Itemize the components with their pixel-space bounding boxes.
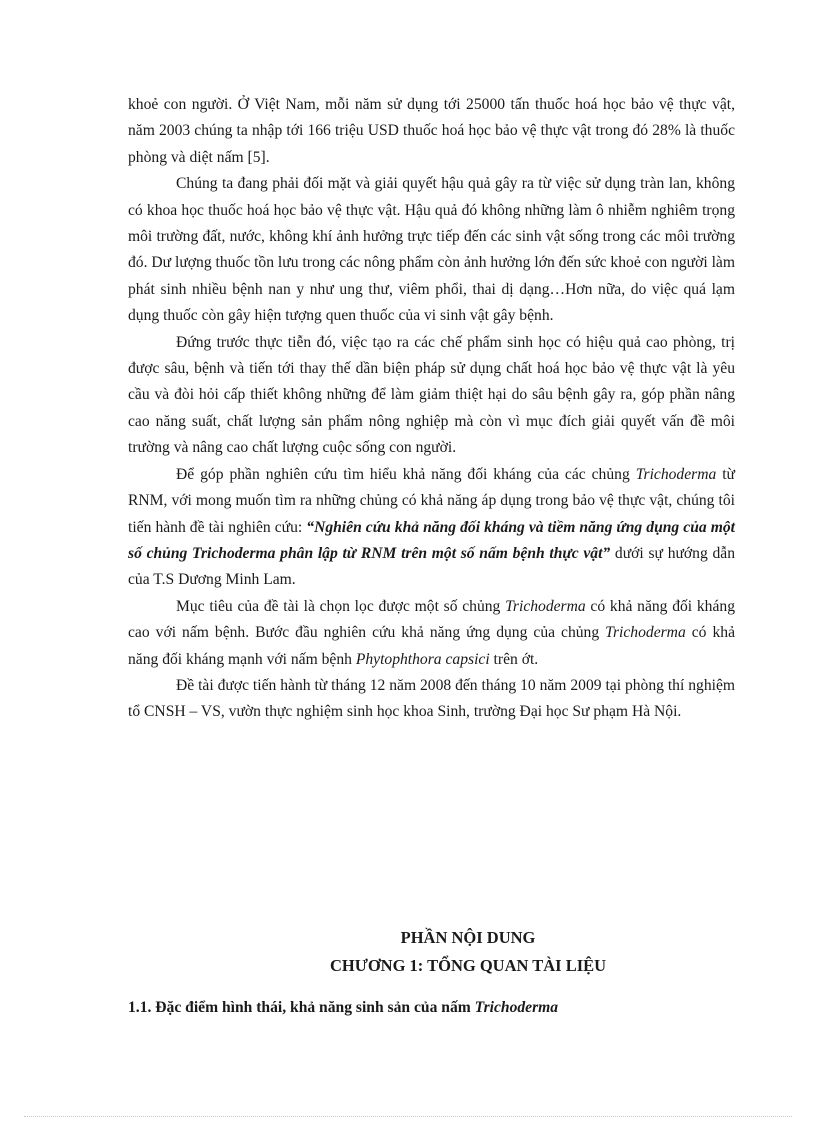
paragraph-5-text-g: trên ớt. [489,650,539,668]
genus-name: Trichoderma [605,624,686,642]
paragraph-4-text-a: Để góp phần nghiên cứu tìm hiểu khả năng đối kháng của các chủng [176,465,636,483]
paragraph-4-text-e: dưới sự hướng dẫn của T.S Dương Minh Lam. [128,544,735,589]
thesis-title: “Nghiên cứu khả năng đối kháng và tiềm năng ứng dụng của một số chủng Trichoderma phân lập từ RNM trên một số nấm bệnh thực vật” [128,518,735,562]
paragraph-5-text-e: có khả năng đối kháng mạnh với nấm bệnh [128,624,736,668]
paragraph-1: khoẻ con người. Ở Việt Nam, mỗi năm sử dụng tới 25000 tấn thuốc hoá học bảo vệ thực vật, năm 2003 chúng ta nhập tới 166 triệu USD thuốc hoá học bảo vệ thực vật trong đó 28% là thuốc phòng và diệt nấm [5]. [128,96,735,166]
paragraph-2: Chúng ta đang phải đối mặt và giải quyết hậu quả gây ra từ việc sử dụng tràn lan, không có khoa học thuốc hoá học bảo vệ thực vật. Hậu quả đó không những làm ô nhiễm nghiêm trọng môi trường đất, nước, không khí ảnh hưởng trực tiếp đến các sinh vật sống trong các môi trường đó. Dư lượng thuốc tồn lưu trong các nông phẩm còn ảnh hưởng lớn đến sức khoẻ con người làm phát sinh nhiều bệnh nan y như ung thư, viêm phổi, thai dị dạng…Hơn nữa, do việc quá lạm dụng thuốc còn gây hiện tượng quen thuốc của vi sinh vật gây bệnh. [128,175,735,325]
genus-name: Trichoderma [505,597,586,615]
section-heading-text: 1.1. Đặc điểm hình thái, khả năng sinh sản của nấm [128,999,475,1016]
paragraph-3: Đứng trước thực tiễn đó, việc tạo ra các chế phẩm sinh học có hiệu quả cao phòng, trị được sâu, bệnh và tiến tới thay thế dần biện pháp sử dụng chất hoá học bảo vệ thực vật là yêu cầu và đòi hỏi cấp thiết không những để làm giảm thiệt hại do sâu bệnh gây ra, góp phần nâng cao năng suất, chất lượng sản phẩm nông nghiệp mà còn vì mục đích giải quyết vấn đề môi trường và nâng cao chất lượng cuộc sống con người. [128,333,735,457]
paragraph-5 [128,594,735,673]
paragraph-5-text-a: Mục tiêu của đề tài là chọn lọc được một số chủng [176,597,506,615]
part-heading: PHẦN NỘI DUNG [400,928,536,947]
paragraph-5-text-c: có khả năng đối kháng cao với nấm bệnh. Bước đầu nghiên cứu khả năng ứng dụng của chủng [128,597,735,642]
paragraph-4-text-c: từ RNM, với mong muốn tìm ra những chủng có khả năng áp dụng trong bảo vệ thực vật, chúng tôi tiến hành đề tài nghiên cứu: [128,465,735,536]
body-text [128,92,735,726]
pathogen-name: Phytophthora capsici [355,650,490,668]
section-heading [128,995,748,1021]
paragraph-4 [128,462,735,594]
page-bottom-divider [24,1116,792,1117]
paragraph-6: Đề tài được tiến hành từ tháng 12 năm 2008 đến tháng 10 năm 2009 tại phòng thí nghiệm tổ CNSH – VS, vườn thực nghiệm sinh học khoa Sinh, trường Đại học Sư phạm Hà Nội. [128,676,735,721]
chapter-heading: CHƯƠNG 1: TỔNG QUAN TÀI LIỆU [329,956,607,975]
genus-name: Trichoderma [635,465,717,483]
section-heading-genus: Trichoderma [474,999,559,1016]
